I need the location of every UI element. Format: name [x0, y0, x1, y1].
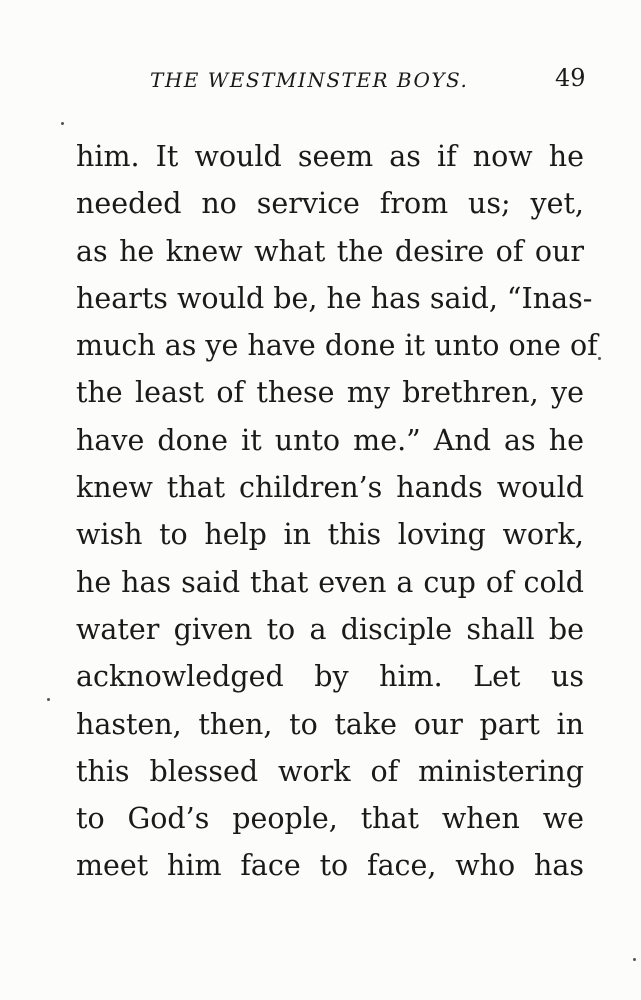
print-speck: [633, 958, 636, 961]
page-number: 49: [555, 64, 586, 92]
text-line: him. It would seem as if now he: [76, 140, 584, 173]
text-line: water given to a disciple shall be: [76, 612, 584, 646]
running-head: [150, 64, 590, 98]
text-line: this blessed work of ministering: [76, 754, 584, 788]
print-speck: [598, 357, 601, 360]
text-line: acknowledged by him. Let us: [76, 660, 584, 694]
text-line: meet him face to face, who has: [76, 849, 584, 883]
text-line: to God’s people, that when we: [76, 802, 584, 836]
text-line: wish to help in this loving work,: [76, 518, 584, 552]
text-line: he has said that even a cup of cold: [76, 565, 584, 599]
text-line: hasten, then, to take our part in: [76, 707, 584, 741]
print-speck: [61, 122, 64, 125]
text-line: the least of these my brethren, ye: [76, 376, 584, 410]
text-line: knew that children’s hands would: [76, 471, 584, 505]
text-line: hearts would be, he has said, “Inas-: [76, 281, 593, 315]
body-text: [76, 133, 598, 890]
text-line: needed no service from us; yet,: [76, 187, 584, 221]
text-line: have done it unto me.” And as he: [76, 423, 584, 457]
text-line: as he knew what the desire of our: [76, 234, 584, 268]
running-title: THE WESTMINSTER BOYS.: [150, 68, 469, 92]
text-line: much as ye have done it unto one of: [76, 329, 598, 363]
print-speck: [47, 698, 50, 701]
